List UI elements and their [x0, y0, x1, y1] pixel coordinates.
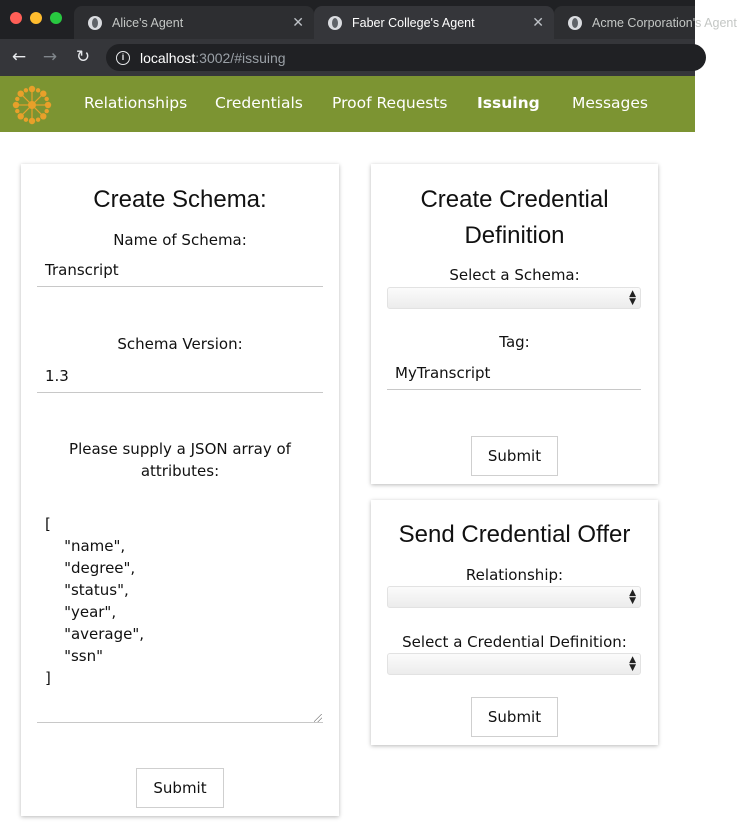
url-path: :3002/#issuing: [195, 49, 286, 66]
nav-credentials[interactable]: Credentials: [215, 94, 303, 112]
cred-def-title-line2: Definition: [464, 222, 565, 249]
cred-def-title-line1: Create Credential: [420, 186, 609, 213]
relationship-label: Relationship:: [465, 566, 564, 584]
info-icon[interactable]: i: [116, 51, 130, 65]
url-host: localhost: [140, 49, 196, 66]
cred-def-dropdown[interactable]: [387, 653, 641, 675]
browser-tab-acme[interactable]: [554, 6, 737, 39]
minimize-window-button[interactable]: [30, 12, 42, 24]
close-tab-icon[interactable]: ✕: [532, 14, 544, 30]
browser-tab-faber[interactable]: [314, 6, 554, 39]
select-schema-label: Select a Schema:: [449, 266, 580, 284]
tab-title: Faber College's Agent: [352, 15, 475, 30]
app-nav-bar: [0, 76, 695, 132]
relationship-dropdown[interactable]: [387, 586, 641, 608]
chevron-up-down-icon: ▲ ▼: [629, 289, 636, 307]
schema-name-input[interactable]: Transcript: [37, 253, 323, 287]
attributes-textarea[interactable]: [ "name", "degree", "status", "year", "average", "ssn" ]: [37, 507, 323, 723]
schema-version-input[interactable]: 1.3: [37, 359, 323, 393]
logo-icon[interactable]: [12, 85, 52, 125]
browser-toolbar: [0, 39, 695, 76]
globe-icon: [328, 16, 342, 30]
nav-proof-requests[interactable]: Proof Requests: [332, 94, 448, 112]
create-schema-submit-button[interactable]: Submit: [136, 768, 224, 808]
create-schema-title: Create Schema:: [93, 186, 267, 213]
resize-handle-icon[interactable]: [314, 714, 322, 722]
tag-label: Tag:: [499, 333, 530, 351]
forward-arrow-icon[interactable]: →: [42, 47, 58, 67]
globe-icon: [88, 16, 102, 30]
tab-title: Acme Corporation's Agent: [592, 15, 737, 30]
back-arrow-icon[interactable]: ←: [11, 47, 27, 67]
select-schema-dropdown[interactable]: [387, 287, 641, 309]
create-cred-def-card: [371, 164, 658, 484]
nav-relationships[interactable]: Relationships: [84, 94, 188, 112]
close-tab-icon[interactable]: ✕: [292, 14, 304, 30]
send-offer-title: Send Credential Offer: [398, 521, 631, 548]
nav-issuing[interactable]: Issuing: [477, 94, 540, 112]
address-bar[interactable]: [106, 44, 706, 71]
chevron-up-down-icon: ▲ ▼: [629, 655, 636, 673]
globe-icon: [568, 16, 582, 30]
maximize-window-button[interactable]: [50, 12, 62, 24]
browser-tab-alice[interactable]: [74, 6, 314, 39]
chevron-up-down-icon: ▲ ▼: [629, 588, 636, 606]
close-window-button[interactable]: [10, 12, 22, 24]
reload-icon[interactable]: ↻: [75, 47, 91, 67]
tab-title: Alice's Agent: [112, 15, 184, 30]
nav-messages[interactable]: Messages: [572, 94, 649, 112]
cred-def-select-label: Select a Credential Definition:: [402, 633, 627, 651]
browser-tab-bar: [0, 0, 737, 39]
tag-input[interactable]: MyTranscript: [387, 356, 641, 390]
send-offer-card: [371, 500, 658, 745]
attributes-label: Please supply a JSON array of attributes:: [69, 440, 291, 480]
schema-version-label: Schema Version:: [117, 335, 243, 353]
send-offer-submit-button[interactable]: Submit: [471, 697, 558, 737]
create-schema-card: [21, 164, 339, 816]
create-cred-def-submit-button[interactable]: Submit: [471, 436, 558, 476]
schema-name-label: Name of Schema:: [113, 231, 247, 249]
